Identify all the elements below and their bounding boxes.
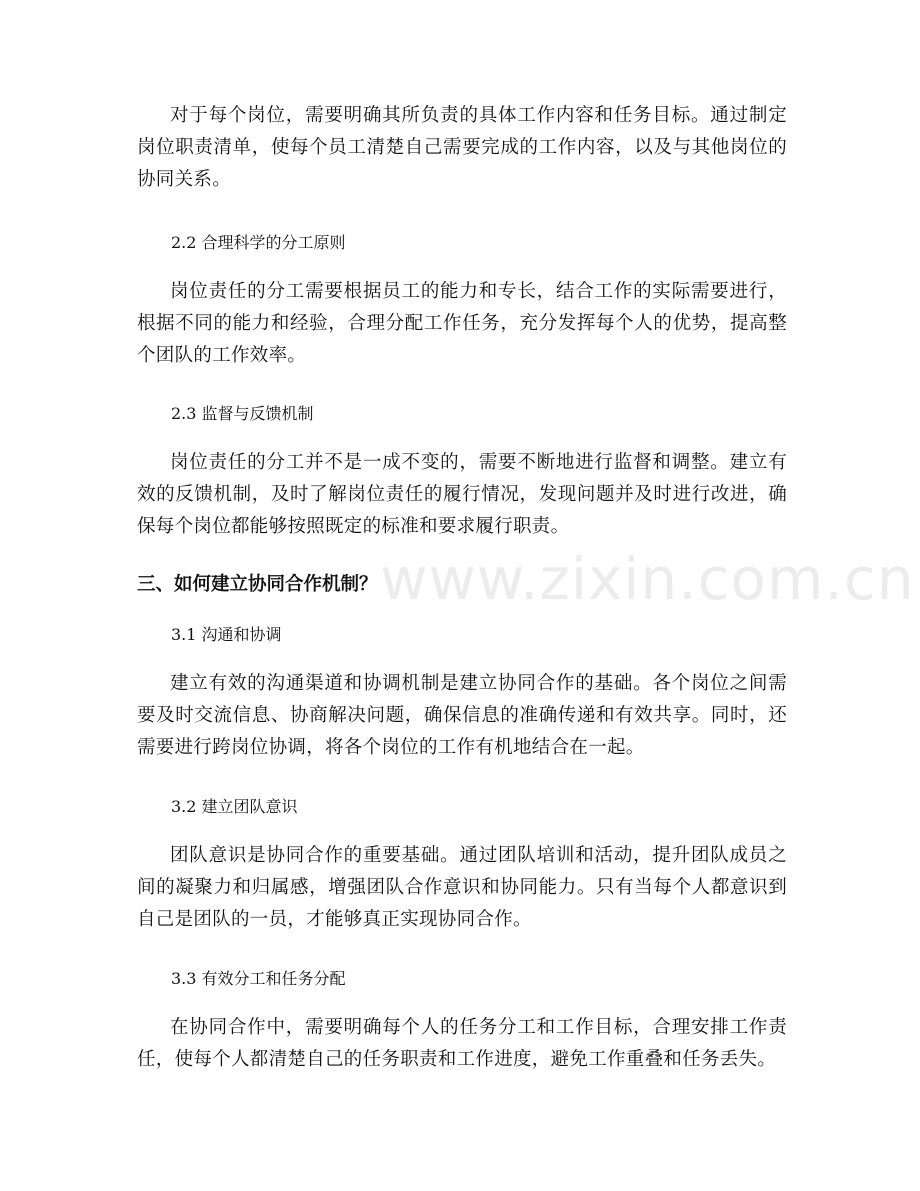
subheading-3-1: 3.1 沟通和协调 [171,625,282,644]
subheading-3-2: 3.2 建立团队意识 [171,797,298,816]
paragraph-task-allocation: 在协同合作中，需要明确每个人的任务分工和工作目标，合理安排工作责任，使每个人都清楚自己的任务职责和工作进度，避免工作重叠和任务丢失。 [137,1017,787,1070]
paragraph-division-principle: 岗位责任的分工需要根据员工的能力和专长，结合工作的实际需要进行，根据不同的能力和经验，合理分配工作任务，充分发挥每个人的优势，提高整个团队的工作效率。 [137,281,787,366]
subheading-3-3: 3.3 有效分工和任务分配 [171,969,346,988]
paragraph-team-awareness: 团队意识是协同合作的重要基础。通过团队培训和活动，提升团队成员之间的凝聚力和归属感，增强团队合作意识和协同能力。只有当每个人都意识到自己是团队的一员，才能够真正实现协同合作。 [137,845,787,930]
paragraph-communication: 建立有效的沟通渠道和协调机制是建立协同合作的基础。各个岗位之间需要及时交流信息、协商解决问题，确保信息的准确传递和有效共享。同时，还需要进行跨岗位协调，将各个岗位的工作有机地结合在一起。 [137,673,787,758]
watermark-text: www.zixin.com.cn [380,545,915,613]
paragraph-supervision-feedback: 岗位责任的分工并不是一成不变的，需要不断地进行监督和调整。建立有效的反馈机制，及时了解岗位责任的履行情况，发现问题并及时进行改进，确保每个岗位都能够按照既定的标准和要求履行职责。 [137,452,787,537]
paragraph-job-duties: 对于每个岗位，需要明确其所负责的具体工作内容和任务目标。通过制定岗位职责清单，使每个员工清楚自己需要完成的工作内容，以及与其他岗位的协同关系。 [137,105,787,190]
section-heading-3: 三、如何建立协同合作机制？ [137,574,378,595]
subheading-2-3: 2.3 监督与反馈机制 [171,404,314,423]
subheading-2-2: 2.2 合理科学的分工原则 [171,233,346,252]
